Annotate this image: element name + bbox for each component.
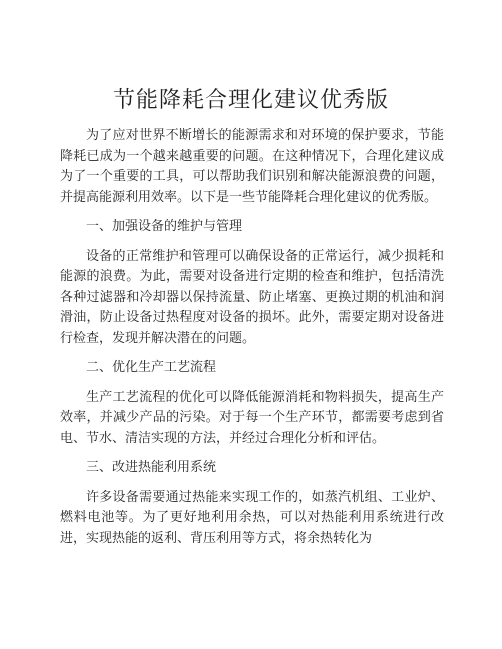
section-body-1: 设备的正常维护和管理可以确保设备的正常运行，减少损耗和能源的浪费。为此，需要对设备进行定期的检查和维护，包括清洗各种过滤器和冷却器以保持流量、防止堵塞、更换过期的机油和润滑油，防止设备过热程度对设备的损坏。此外，需要定期对设备进行检查，发现并解决潜在的问题。 xyxy=(60,248,444,346)
section-heading-1: 一、加强设备的维护与管理 xyxy=(86,219,243,234)
section-body-2: 生产工艺流程的优化可以降低能源消耗和物料损失，提高生产效率，并减少产品的污染。对于每一个生产环节，都需要考虑到省电、节水、清洁实现的方法，并经过合理化分析和评估。 xyxy=(60,389,444,446)
section-heading-2: 二、优化生产工艺流程 xyxy=(86,360,217,375)
page-title: 节能降耗合理化建议优秀版 xyxy=(112,88,389,113)
intro-paragraph: 为了应对世界不断增长的能源需求和对环境的保护要求，节能降耗已成为一个越来越重要的问题。在这种情况下，合理化建议成为了一个重要的工具，可以帮助我们识别和解决能源浪费的问题，并提高能源利用效率。以下是一些节能降耗合理化建议的优秀版。 xyxy=(60,128,444,205)
document-body xyxy=(60,126,444,558)
section-body-3: 许多设备需要通过热能来实现工作的，如蒸汽机组、工业炉、燃料电池等。为了更好地利用余热，可以对热能利用系统进行改进，实现热能的返利、背压利用等方式，将余热转化为 xyxy=(60,489,444,546)
section-heading-3: 三、改进热能利用系统 xyxy=(86,460,217,475)
